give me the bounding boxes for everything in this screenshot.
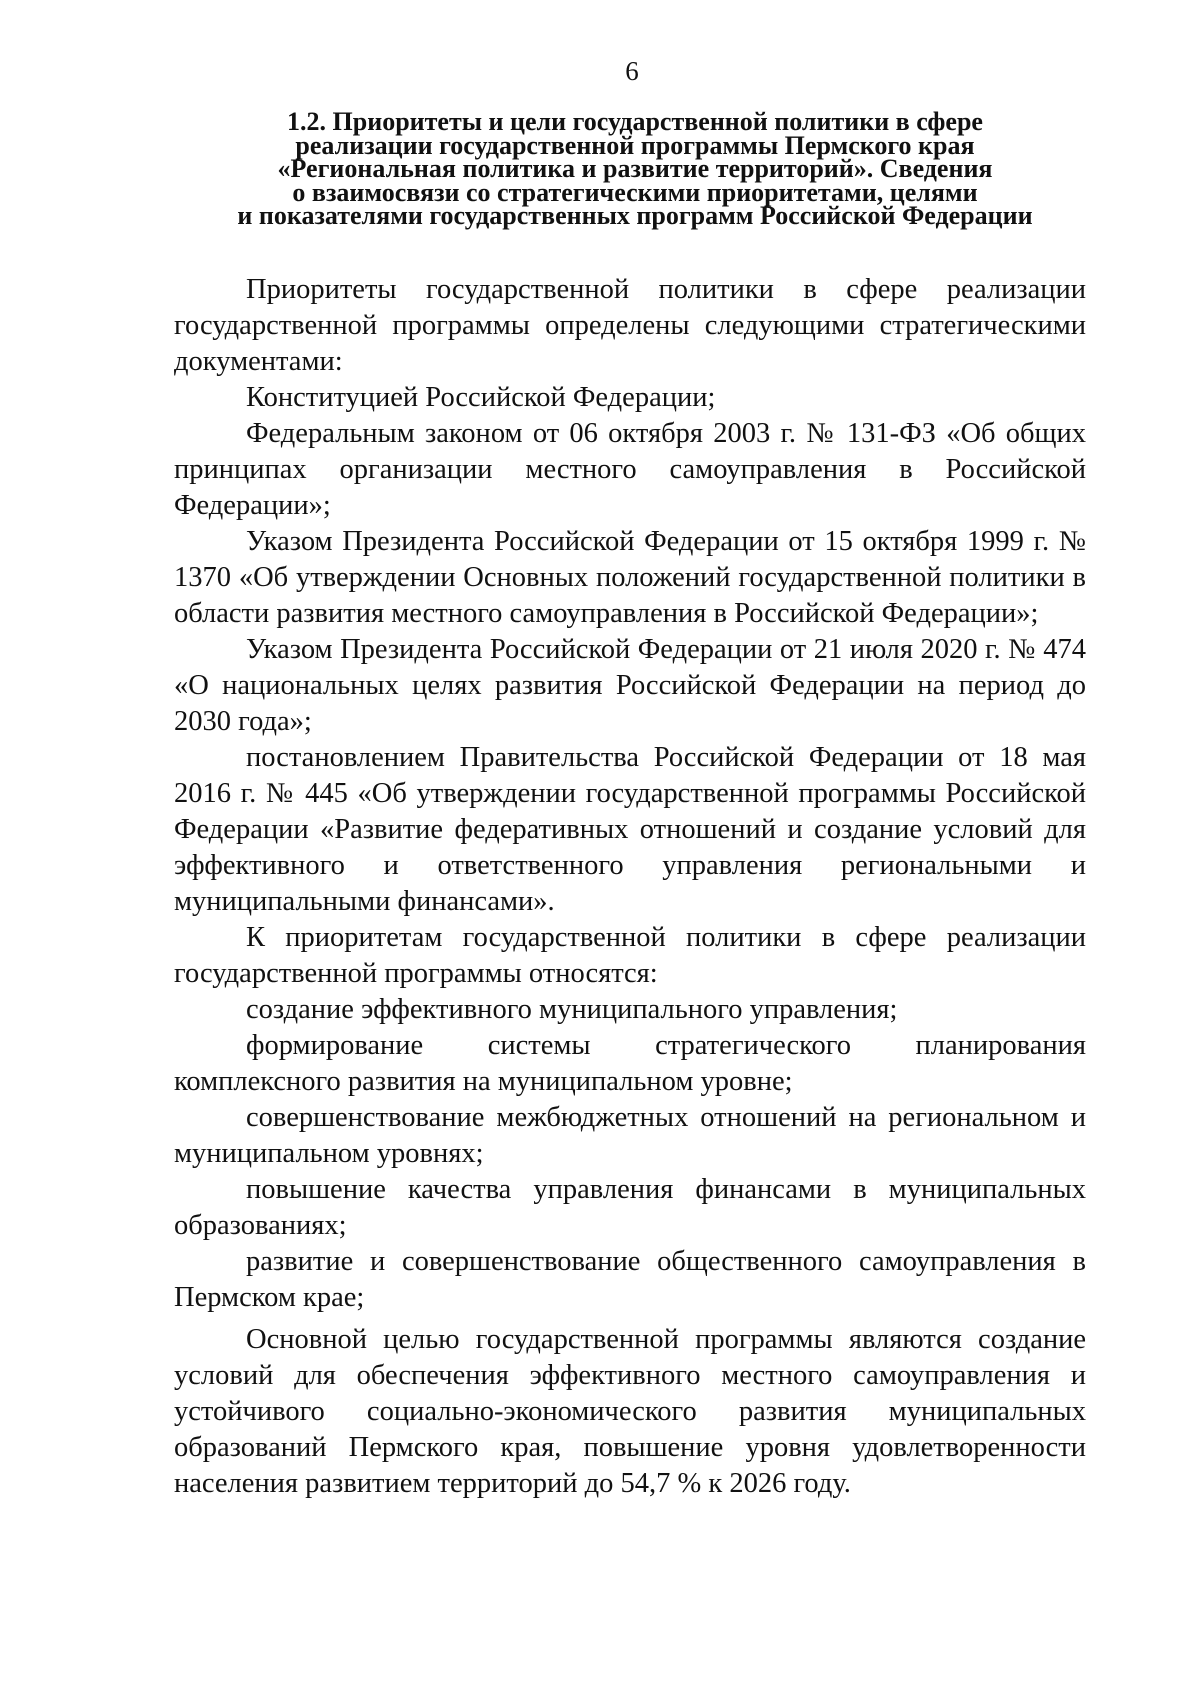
list-item-priority: формирование системы стратегического планирования комплексного развития на муниципальном уровне; (174, 1030, 1086, 1097)
heading-line: «Региональная политика и развитие территорий». Сведения (277, 154, 993, 183)
paragraph-decree-1370: Указом Президента Российской Федерации от 15 октября 1999 г. № 1370 «Об утверждении Основных положений государственной политики в области развития местного самоуправления в Российской Федерации»; (174, 526, 1086, 629)
list-item-priority: совершенствование межбюджетных отношений на региональном и муниципальном уровнях; (174, 1102, 1086, 1169)
paragraph-strategic-documents-intro: Приоритеты государственной политики в сфере реализации государственной программы определены следующими стратегическими документами: (174, 274, 1086, 377)
section-heading (160, 107, 1110, 230)
list-item-priority: повышение качества управления финансами в муниципальных образованиях; (174, 1174, 1086, 1241)
paragraph-main-goal: Основной целью государственной программы являются создание условий для обеспечения эффективного местного самоуправления и устойчивого социально-экономического развития муниципальных образований Пермского края, повышение уровня удовлетворенности населения развитием территорий до 54,7 % к 2026 году. (174, 1324, 1086, 1499)
paragraph-decree-474: Указом Президента Российской Федерации от 21 июля 2020 г. № 474 «О национальных целях развития Российской Федерации на период до 2030 года»; (174, 634, 1086, 737)
heading-line: 1.2. Приоритеты и цели государственной политики в сфере (287, 107, 983, 136)
paragraph-resolution-445: постановлением Правительства Российской Федерации от 18 мая 2016 г. № 445 «Об утверждении государственной программы Российской Федерации «Развитие федеративных отношений и создание условий для эффективного и ответственного управления региональными и муниципальными финансами». (174, 742, 1086, 917)
paragraph-priorities-intro: К приоритетам государственной политики в сфере реализации государственной программы относятся: (174, 922, 1086, 989)
paragraph-constitution: Конституцией Российской Федерации; (246, 382, 716, 413)
page-number: 6 (625, 56, 639, 86)
heading-line: реализации государственной программы Пермского края (295, 130, 975, 160)
paragraph-federal-law-131: Федеральным законом от 06 октября 2003 г. № 131-ФЗ «Об общих принципах организации местного самоуправления в Российской Федерации»; (174, 418, 1086, 521)
list-item-priority: создание эффективного муниципального управления; (246, 994, 898, 1025)
heading-line: о взаимосвязи со стратегическими приоритетами, целями (292, 177, 978, 207)
body-text (174, 272, 1086, 1502)
list-item-priority: развитие и совершенствование общественного самоуправления в Пермском крае; (174, 1246, 1086, 1313)
heading-line: и показателями государственных программ Российской Федерации (237, 201, 1033, 230)
